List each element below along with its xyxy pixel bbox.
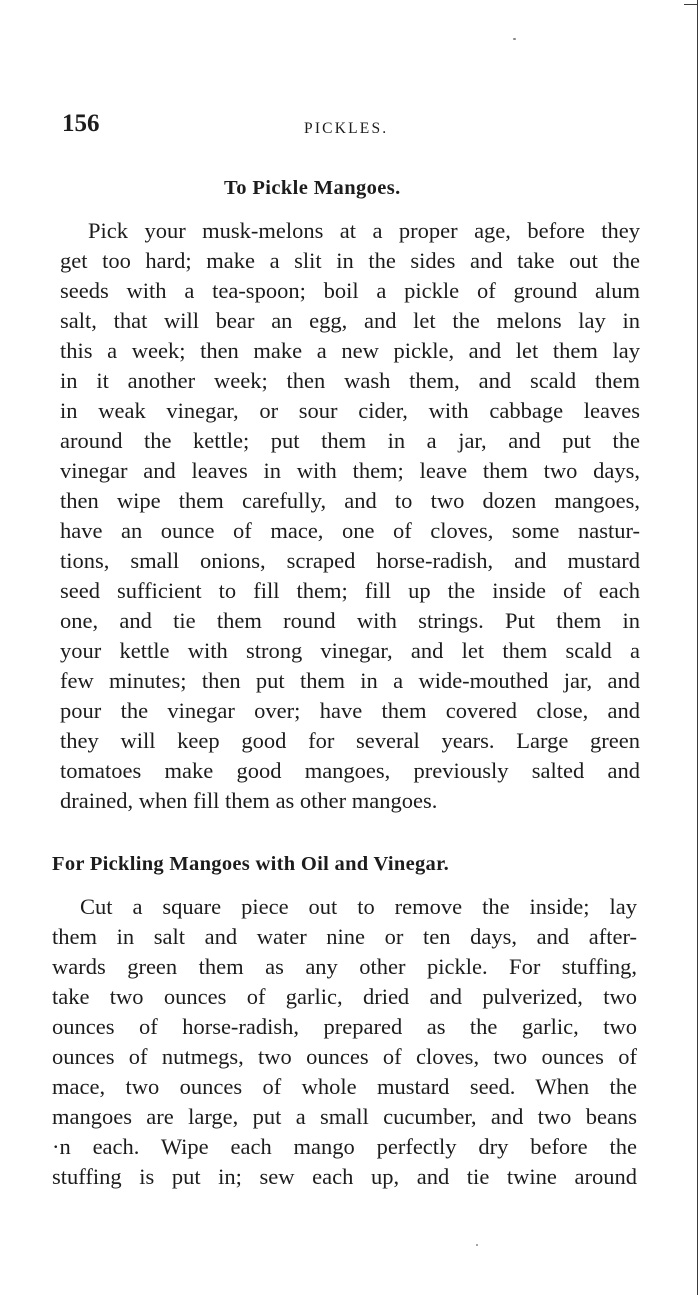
text-line: mangoes are large, put a small cucumber, and two beans xyxy=(52,1104,637,1129)
page-number: 156 xyxy=(62,110,100,137)
paper-speck xyxy=(476,1244,478,1246)
text-line: ·n each. Wipe each mango perfectly dry before the xyxy=(52,1134,637,1159)
text-line: Pick your musk-melons at a proper age, before they xyxy=(88,218,640,243)
page-edge-line xyxy=(697,0,698,1295)
text-line: salt, that will bear an egg, and let the melons lay in xyxy=(60,308,640,333)
text-line: vinegar and leaves in with them; leave them two days, xyxy=(60,458,640,483)
section-heading: For Pickling Mangoes with Oil and Vinegar. xyxy=(52,853,450,875)
text-line: Cut a square piece out to remove the inside; lay xyxy=(80,894,637,919)
page-edge-tick xyxy=(684,4,698,5)
text-line: them in salt and water nine or ten days, and after- xyxy=(52,924,637,949)
text-line: wards green them as any other pickle. For stuffing, xyxy=(52,954,637,979)
text-line: your kettle with strong vinegar, and let them scald a xyxy=(60,638,640,663)
text-line: in weak vinegar, or sour cider, with cabbage leaves xyxy=(60,398,640,423)
text-line: pour the vinegar over; have them covered close, and xyxy=(60,698,640,723)
text-line: get too hard; make a slit in the sides and take out the xyxy=(60,248,640,273)
paper-speck xyxy=(513,38,516,40)
text-line: take two ounces of garlic, dried and pulverized, two xyxy=(52,984,637,1009)
text-line: tions, small onions, scraped horse-radish, and mustard xyxy=(60,548,640,573)
text-line: drained, when fill them as other mangoes. xyxy=(60,788,438,813)
text-line: seed sufficient to fill them; fill up the inside of each xyxy=(60,578,640,603)
running-title: PICKLES. xyxy=(304,120,389,137)
text-line: tomatoes make good mangoes, previously salted and xyxy=(60,758,640,783)
text-line: have an ounce of mace, one of cloves, some nastur- xyxy=(60,518,640,543)
section-heading: To Pickle Mangoes. xyxy=(224,177,401,199)
text-line: seeds with a tea-spoon; boil a pickle of ground alum xyxy=(60,278,640,303)
text-line: one, and tie them round with strings. Put them in xyxy=(60,608,640,633)
running-head xyxy=(62,110,642,144)
text-line: mace, two ounces of whole mustard seed. When the xyxy=(52,1074,637,1099)
text-line: ounces of horse-radish, prepared as the garlic, two xyxy=(52,1014,637,1039)
text-line: around the kettle; put them in a jar, and put the xyxy=(60,428,640,453)
text-line: they will keep good for several years. Large green xyxy=(60,728,640,753)
text-line: ounces of nutmegs, two ounces of cloves, two ounces of xyxy=(52,1044,637,1069)
text-line: then wipe them carefully, and to two dozen mangoes, xyxy=(60,488,640,513)
text-line: in it another week; then wash them, and scald them xyxy=(60,368,640,393)
text-line: this a week; then make a new pickle, and let them lay xyxy=(60,338,640,363)
text-line: few minutes; then put them in a wide-mouthed jar, and xyxy=(60,668,640,693)
text-line: stuffing is put in; sew each up, and tie twine around xyxy=(52,1164,637,1189)
